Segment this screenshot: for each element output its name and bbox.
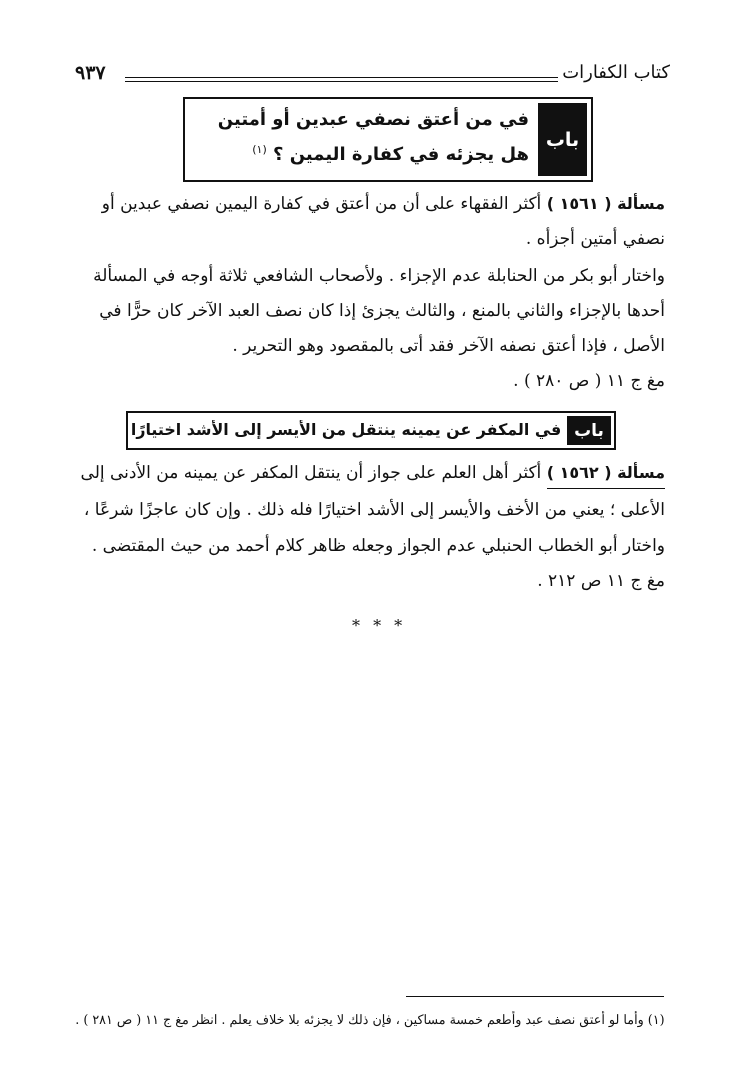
header-rule [125,81,558,82]
text-line: أحدها بالإجزاء والثاني بالمنع ، والثالث يجزئ إذا كان نصف العبد الآخر كان حرًّا في [99,301,665,321]
source-reference: مغ ج ١١ ص ٢١٢ . [537,571,665,591]
text-line: نصفي أمتين أجزأه . [525,229,665,249]
header-rule [125,77,558,78]
chapter-title-line: في من أعتق نصفي عبدين أو أمتين [217,109,529,130]
text-line: واختار أبو بكر من الحنابلة عدم الإجزاء . ولأصحاب الشافعي ثلاثة أوجه في المسألة [93,266,665,286]
text-line: الأصل ، فإذا أعتق نصفه الآخر فقد أتى بالمقصود وهو التحرير . [232,336,665,356]
book-title: كتاب الكفارات [562,62,670,83]
issue-text: أكثر الفقهاء على أن من أعتق في كفارة اليمين نصفي عبدين أو [101,194,542,214]
section-separator: * * * [352,616,407,635]
page-number: ٩٣٧ [75,62,106,84]
issue-first-line [81,460,665,489]
source-reference: مغ ج ١١ ( ص ٢٨٠ ) . [513,371,665,391]
issue-text: أكثر أهل العلم على جواز أن ينتقل المكفر عن يمينه من الأدنى إلى [80,463,542,483]
chapter-heading-box [183,97,593,182]
chapter-heading-box [126,411,616,450]
running-header [75,62,670,90]
footnote-rule [406,996,664,997]
issue-label: مسألة ( ١٥٦١ ) [546,194,665,213]
footnote: (١) وأما لو أعتق نصف عبد وأطعم خمسة مساكين ، فإن ذلك لا يجزئه بلا خلاف يعلم . انظر مغ ج ١١ ( ص ٢٨١ ) . [75,1013,665,1028]
issue-first-line [102,191,665,217]
chapter-tag: باب [538,103,587,176]
footnote-reference: (١) [252,143,267,156]
text-line: الأعلى ؛ يعني من الأخف والأيسر إلى الأشد اختيارًا فله ذلك . وإن كان عاجزًا شرعًا ، [83,500,665,520]
chapter-title-line [252,143,529,165]
chapter-title: في المكفر عن يمينه ينتقل من الأيسر إلى الأشد اختيارًا [130,420,561,439]
text-line: واختار أبو الخطاب الحنبلي عدم الجواز وجعله ظاهر كلام أحمد من حيث المقتضى . [91,536,665,556]
chapter-title-text: هل يجزئه في كفارة اليمين ؟ [273,144,529,165]
chapter-tag: باب [567,416,611,445]
issue-label: مسألة ( ١٥٦٢ ) [547,460,665,489]
